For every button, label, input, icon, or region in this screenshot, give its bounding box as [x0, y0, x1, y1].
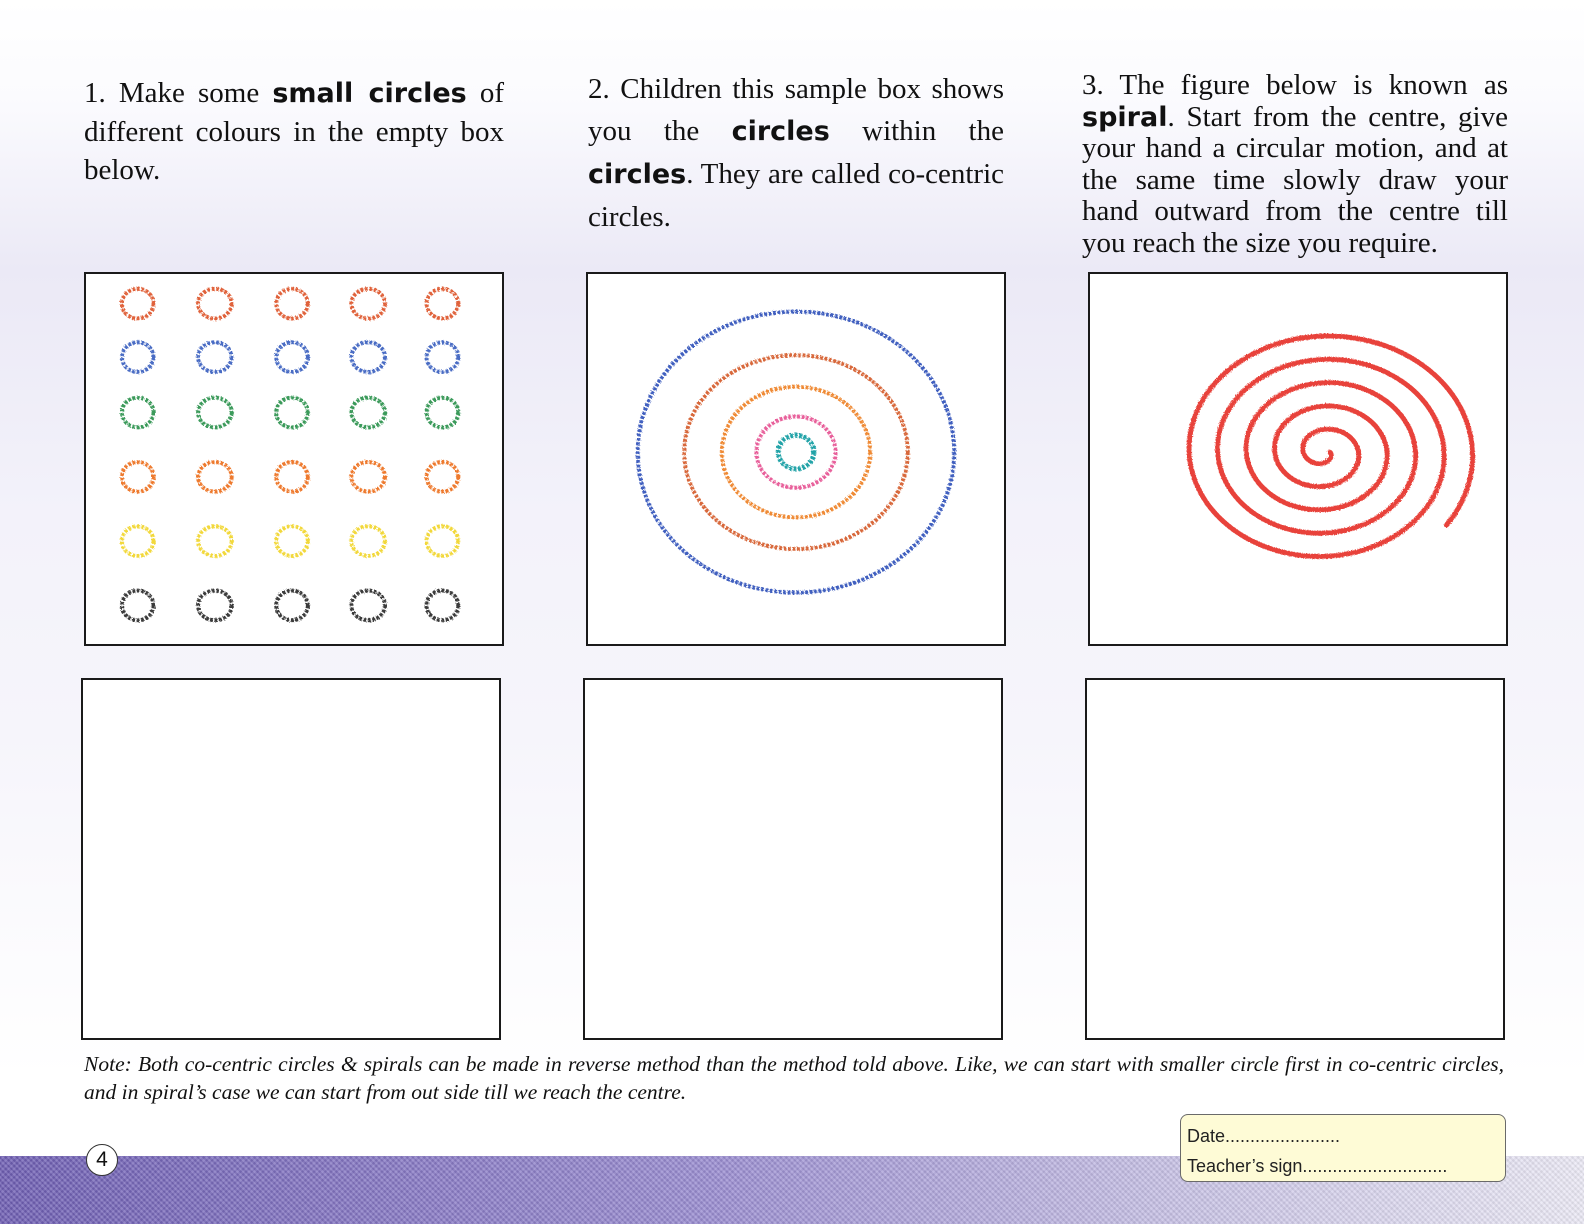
- date-sign-box: [1180, 1114, 1506, 1182]
- small-circle: [198, 342, 232, 372]
- small-circle: [427, 289, 459, 319]
- spiral-line: [1189, 336, 1473, 556]
- small-circle: [198, 398, 232, 428]
- small-circle: [351, 591, 385, 621]
- practice-box-concentric-circles[interactable]: [583, 678, 1003, 1040]
- instruction-1-text-a: 1. Make some: [84, 77, 273, 109]
- instruction-1-keyword: small circles: [272, 78, 467, 109]
- small-circle: [122, 398, 154, 428]
- small-circle: [122, 342, 154, 372]
- spiral-drawing: [1090, 274, 1506, 644]
- instruction-3-text-b: . Start from the centre, give your hand a circular motion, and at the same time slowly draw your hand outward from the centre till you reach the size you require.: [1082, 100, 1508, 259]
- small-circle: [351, 526, 385, 556]
- concentric-ring: [756, 416, 835, 487]
- instruction-2-text-c: . They are called co-centric circles.: [588, 158, 1004, 233]
- instruction-1: [84, 74, 504, 189]
- small-circle: [427, 342, 459, 372]
- practice-box-small-circles[interactable]: [81, 678, 501, 1040]
- small-circle: [276, 342, 308, 372]
- small-circles-drawing: [86, 274, 502, 644]
- small-circle: [198, 526, 232, 556]
- small-circle: [122, 591, 154, 621]
- instruction-3-keyword: spiral: [1082, 101, 1168, 133]
- teacher-sign-field[interactable]: Teacher’s sign.............................: [1187, 1156, 1448, 1176]
- instruction-2-keyword-2: circles: [588, 159, 687, 190]
- sample-box-spiral: [1088, 272, 1508, 646]
- small-circle: [276, 289, 308, 319]
- small-circle: [276, 398, 308, 428]
- note-text: Note: Both co-centric circles & spirals can be made in reverse method than the method told above. Like, we can start with smaller circle first in co-centric circles, and in spiral’s case we can start from out side till we reach the centre.: [84, 1052, 1504, 1104]
- sample-box-small-circles: [84, 272, 504, 646]
- small-circle: [122, 526, 154, 556]
- practice-box-spiral[interactable]: [1085, 678, 1505, 1040]
- small-circle: [122, 289, 154, 319]
- page-number: 4: [86, 1144, 118, 1176]
- small-circle: [276, 462, 308, 492]
- sample-box-concentric-circles: [586, 272, 1006, 646]
- small-circle: [198, 591, 232, 621]
- instruction-2-text-b: within the: [829, 115, 1004, 147]
- small-circle: [427, 591, 459, 621]
- small-circle: [351, 289, 385, 319]
- small-circle: [427, 526, 459, 556]
- instruction-3-text-a: 3. The figure below is known as: [1082, 69, 1508, 101]
- instruction-3: [1082, 70, 1508, 259]
- concentric-circles-drawing: [588, 274, 1004, 644]
- instruction-1-text-b: of different colours in the empty box below.: [84, 77, 504, 186]
- small-circle: [198, 462, 232, 492]
- small-circle: [427, 398, 459, 428]
- small-circle: [122, 462, 154, 492]
- date-field[interactable]: Date.......................: [1187, 1126, 1341, 1146]
- concentric-ring: [722, 387, 870, 518]
- small-circle: [427, 462, 459, 492]
- small-circle: [276, 526, 308, 556]
- concentric-ring: [778, 435, 814, 469]
- instruction-2-keyword-1: circles: [731, 116, 830, 147]
- small-circle: [276, 591, 308, 621]
- small-circle: [351, 342, 385, 372]
- small-circle: [351, 398, 385, 428]
- concentric-ring: [684, 355, 908, 549]
- instruction-2: [588, 68, 1004, 238]
- small-circle: [351, 462, 385, 492]
- instruction-2-text-a: 2. Children this sample box shows you the: [588, 73, 1004, 147]
- small-circle: [198, 289, 232, 319]
